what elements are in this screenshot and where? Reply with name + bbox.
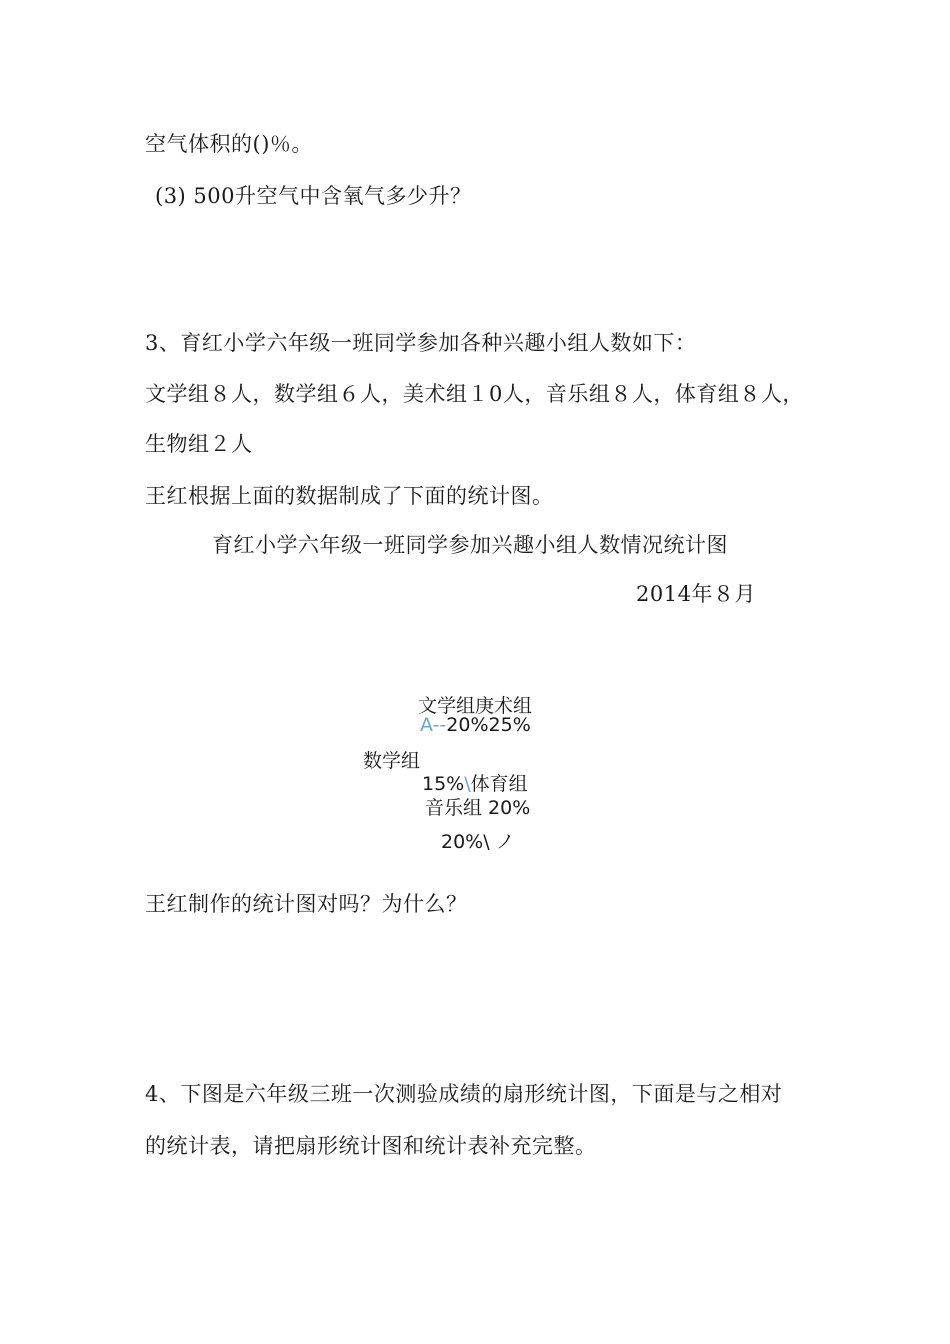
question-3-data-line: 文学组８人，数学组６人，美术组１0人，音乐组８人，体育组８人，: [145, 382, 804, 406]
question-3-intro: 王红根据上面的数据制成了下面的统计图。: [145, 484, 554, 508]
question-3-data-line-2: 生物组２人: [145, 432, 253, 456]
question-3-prompt: 王红制作的统计图对吗？为什么？: [145, 892, 468, 916]
chart-date: 2014年８月: [636, 582, 756, 606]
chart-label-row-4: [422, 769, 528, 796]
question-3-heading: 3、育红小学六年级一班同学参加各种兴趣小组人数如下：: [145, 331, 697, 355]
question-4-heading-2: 的统计表，请把扇形统计图和统计表补充完整。: [145, 1134, 597, 1158]
question-3-subpart: (3) 500升空气中含氧气多少升？: [155, 184, 472, 208]
text-line-1: 空气体积的()％。: [145, 132, 313, 156]
chart-label-pe: 体育组: [470, 773, 528, 795]
chart-label-percentages: 20%25%: [446, 714, 531, 736]
chart-label-row-1: 文学组庚术组: [418, 695, 533, 717]
chart-label-blue-marker: A--: [420, 714, 447, 736]
chart-label-15pct: 15%: [422, 773, 465, 795]
chart-label-divider: \: [464, 773, 471, 795]
chart-label-row-6: 20%\ ノ: [441, 831, 515, 853]
chart-label-row-2: [420, 714, 531, 736]
chart-title: 育红小学六年级一班同学参加兴趣小组人数情况统计图: [212, 533, 728, 557]
chart-label-music: 音乐组 20%: [425, 797, 531, 819]
question-4-heading: 4、下图是六年级三班一次测验成绩的扇形统计图，下面是与之相对: [145, 1082, 783, 1106]
chart-label-math: 数学组: [363, 750, 421, 772]
